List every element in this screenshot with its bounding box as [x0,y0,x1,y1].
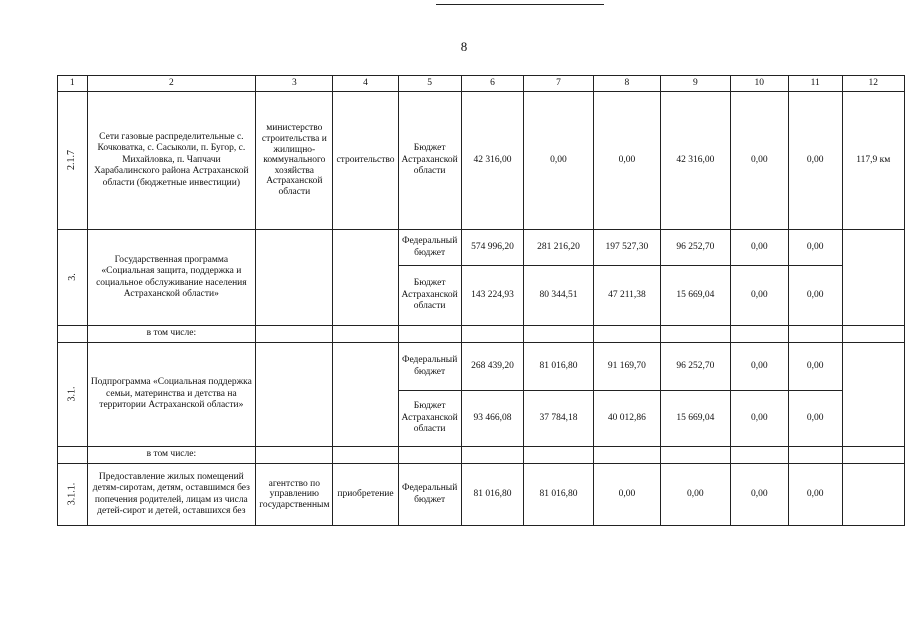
result-indicator [842,343,905,447]
budget-table [57,75,905,526]
empty-cell [398,326,461,343]
purpose [333,343,398,447]
header-cell: 3 [256,76,333,92]
amount-c10: 0,00 [730,343,788,391]
empty-cell [730,447,788,464]
row-number: 3. [66,273,78,282]
funding-source: Бюджет Астраханской области [398,266,461,326]
amount-c10: 0,00 [730,391,788,447]
row-number-cell [58,230,88,326]
amount-c9: 96 252,70 [661,230,730,266]
empty-cell [524,447,593,464]
empty-cell [256,447,333,464]
amount-c8: 91 169,70 [593,343,660,391]
empty-cell [593,326,660,343]
amount-c8: 40 012,86 [593,391,660,447]
empty-cell [661,326,730,343]
row-number-cell [58,464,88,526]
row-number-cell [58,343,88,447]
subtotal-label: в том числе: [87,447,256,464]
amount-c9: 42 316,00 [661,92,730,230]
purpose [333,230,398,326]
top-rule [436,4,604,5]
table-row [58,447,905,464]
column-number-row [58,76,905,92]
amount-c7: 0,00 [524,92,593,230]
item-name: Сети газовые распределительные с. Кочковатка, с. Сасыколи, п. Бугор, с. Михайловка, п. Чапчачи Харабалинского района Астраханской области (бюджетные инвестиции) [87,92,256,230]
amount-c7: 81 016,80 [524,343,593,391]
empty-cell [398,447,461,464]
amount-total: 268 439,20 [461,343,524,391]
header-cell: 6 [461,76,524,92]
amount-c11: 0,00 [788,343,842,391]
executor: министерство строительства и жилищно-коммунального хозяйства Астраханской области [256,92,333,230]
empty-cell [256,326,333,343]
empty-cell [661,447,730,464]
purpose: строительство [333,92,398,230]
table-row [58,464,905,526]
page-number: 8 [460,39,468,54]
amount-c7: 80 344,51 [524,266,593,326]
amount-c7: 281 216,20 [524,230,593,266]
empty-cell [842,326,905,343]
result-indicator [842,230,905,326]
amount-total: 42 316,00 [461,92,524,230]
row-number-cell [58,326,88,343]
amount-c10: 0,00 [730,230,788,266]
funding-source: Федеральный бюджет [398,230,461,266]
amount-c7: 81 016,80 [524,464,593,526]
funding-source: Бюджет Астраханской области [398,391,461,447]
item-name: Подпрограмма «Социальная поддержка семьи, материнства и детства на территории Астраханской области» [87,343,256,447]
header-cell: 8 [593,76,660,92]
amount-c8: 0,00 [593,464,660,526]
funding-source: Федеральный бюджет [398,464,461,526]
header-cell: 11 [788,76,842,92]
amount-c11: 0,00 [788,266,842,326]
empty-cell [461,447,524,464]
amount-c11: 0,00 [788,92,842,230]
empty-cell [842,447,905,464]
amount-c9: 15 669,04 [661,391,730,447]
header-cell: 5 [398,76,461,92]
amount-c7: 37 784,18 [524,391,593,447]
empty-cell [593,447,660,464]
funding-source: Бюджет Астраханской области [398,92,461,230]
amount-c10: 0,00 [730,464,788,526]
amount-total: 143 224,93 [461,266,524,326]
amount-total: 81 016,80 [461,464,524,526]
table-row [58,92,905,230]
empty-cell [788,447,842,464]
amount-c10: 0,00 [730,266,788,326]
purpose: приобретение [333,464,398,526]
row-number-cell [58,447,88,464]
table-row [58,326,905,343]
amount-c11: 0,00 [788,391,842,447]
amount-c10: 0,00 [730,92,788,230]
header-cell: 9 [661,76,730,92]
item-name: Государственная программа «Социальная защита, поддержка и социальное обслуживание населения Астраханской области» [87,230,256,326]
amount-c8: 197 527,30 [593,230,660,266]
result-indicator: 117,9 км [842,92,905,230]
amount-c8: 0,00 [593,92,660,230]
amount-c11: 0,00 [788,464,842,526]
executor: агентство по управлению государственным [256,464,333,526]
amount-c8: 47 211,38 [593,266,660,326]
empty-cell [788,326,842,343]
result-indicator [842,464,905,526]
amount-c9: 96 252,70 [661,343,730,391]
amount-c11: 0,00 [788,230,842,266]
funding-source: Федеральный бюджет [398,343,461,391]
row-number: 3.1.1. [66,483,78,506]
amount-c9: 15 669,04 [661,266,730,326]
header-cell: 4 [333,76,398,92]
row-number: 3.1. [66,386,78,402]
empty-cell [524,326,593,343]
header-cell: 12 [842,76,905,92]
empty-cell [333,326,398,343]
executor [256,230,333,326]
header-cell: 1 [58,76,88,92]
row-number-cell [58,92,88,230]
table-row [58,343,905,391]
amount-total: 93 466,08 [461,391,524,447]
item-name: Предоставление жилых помещений детям-сиротам, детям, оставшимся без попечения родителей, лицам из числа детей-сирот и детей, оставшихся без [87,464,256,526]
empty-cell [730,326,788,343]
header-cell: 2 [87,76,256,92]
header-cell: 7 [524,76,593,92]
amount-total: 574 996,20 [461,230,524,266]
amount-c9: 0,00 [661,464,730,526]
subtotal-label: в том числе: [87,326,256,343]
empty-cell [461,326,524,343]
executor [256,343,333,447]
header-cell: 10 [730,76,788,92]
row-number: 2.1.7 [66,150,78,171]
table-row [58,230,905,266]
empty-cell [333,447,398,464]
